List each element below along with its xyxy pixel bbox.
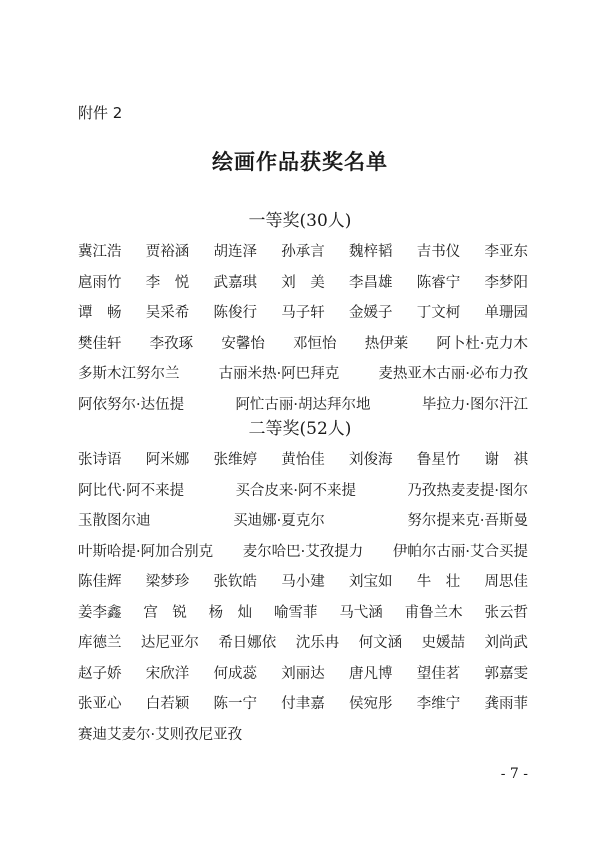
awardee-name: 金媛子: [349, 305, 393, 321]
awardee-name: 周思佳: [484, 574, 528, 590]
awardee-name: 张钦皓: [213, 574, 257, 590]
awardee-name: 李昌雄: [349, 274, 393, 291]
awardee-name: 刘俊海: [349, 452, 393, 468]
awardee-name: 扈雨竹: [78, 274, 122, 291]
awardee-name: 宫 锐: [143, 604, 187, 621]
name-line: [78, 540, 528, 571]
name-line: [78, 631, 528, 662]
name-line: [78, 723, 528, 754]
awardee-name: 叶斯哈提·阿加合别克: [78, 543, 214, 560]
awardee-name: 多斯木江努尔兰: [78, 366, 180, 382]
document-title: 绘画作品获奖名单: [212, 150, 388, 174]
awardee-name: 邓恒怡: [293, 335, 337, 352]
awardee-name: 龚雨菲: [484, 696, 528, 712]
awardee-name: 伊帕尔古丽·艾合买提: [392, 543, 528, 560]
awardee-name: 刘宝如: [349, 574, 393, 590]
awardee-name: 古丽米热·阿巴拜克: [218, 366, 340, 382]
awardee-name: 陈佳辉: [78, 574, 122, 590]
awardee-name: 宋欣洋: [145, 665, 190, 682]
awardee-name: 李 悦: [145, 274, 190, 291]
awardee-name: 刘尚武: [484, 635, 528, 651]
awardee-name: 赛迪艾麦尔·艾则孜尼亚孜: [78, 726, 243, 743]
second-prize-list: [78, 448, 528, 753]
name-line: [78, 601, 528, 632]
awardee-name: 魏梓韬: [349, 244, 393, 260]
awardee-name: 陈睿宁: [416, 274, 461, 291]
awardee-name: 李孜琢: [149, 335, 194, 352]
first-prize-list: [78, 240, 528, 423]
awardee-name: 阿比代·阿不来提: [78, 482, 185, 499]
awardee-name: 冀江浩: [78, 244, 122, 260]
awardee-name: 侯宛彤: [349, 696, 393, 712]
name-line: [78, 240, 528, 271]
awardee-name: 李维宁: [416, 696, 461, 712]
awardee-name: 张亚心: [78, 696, 122, 712]
awardee-name: 贾裕涵: [145, 244, 190, 260]
awardee-name: 李亚东: [484, 244, 528, 260]
awardee-name: 张维婷: [213, 452, 257, 468]
awardee-name: 唐凡博: [349, 665, 393, 682]
awardee-name: 付聿嘉: [281, 696, 325, 712]
awardee-name: 何文涵: [358, 635, 403, 651]
awardee-name: 张诗语: [78, 452, 122, 468]
awardee-name: 库德兰: [78, 635, 122, 651]
awardee-name: 杨 灿: [208, 604, 253, 621]
awardee-name: 梁梦珍: [145, 574, 190, 590]
name-line: [78, 362, 528, 393]
awardee-name: 姜李鑫: [78, 604, 122, 621]
name-line: [78, 570, 528, 601]
awardee-name: 玉散图尔迪: [78, 513, 151, 529]
name-line: [78, 662, 528, 693]
awardee-name: 赵子娇: [78, 665, 122, 682]
awardee-name: 丁文柯: [416, 305, 461, 321]
awardee-name: 希日娜依: [218, 635, 277, 651]
first-prize-heading: 一等奖(30人): [248, 211, 352, 231]
awardee-name: 吴采希: [145, 305, 190, 321]
page-number: - 7 -: [500, 766, 528, 782]
awardee-name: 马小建: [281, 574, 325, 590]
awardee-name: 单珊园: [484, 305, 528, 321]
second-prize-heading: 二等奖(52人): [248, 419, 352, 439]
awardee-name: 孙承言: [281, 244, 325, 260]
awardee-name: 刘丽达: [281, 665, 325, 682]
awardee-name: 谭 畅: [78, 305, 122, 321]
awardee-name: 望佳茗: [416, 665, 461, 682]
awardee-name: 胡连泽: [213, 244, 257, 260]
awardee-name: 乃孜热麦麦提·图尔: [407, 482, 528, 499]
awardee-name: 阿依努尔·达伍提: [78, 396, 185, 413]
awardee-name: 阿卜杜·克力木: [436, 335, 528, 352]
awardee-name: 陈俊行: [213, 305, 257, 321]
awardee-name: 白若颖: [145, 696, 190, 712]
awardee-name: 沈乐冉: [295, 635, 340, 651]
name-line: [78, 448, 528, 479]
awardee-name: 马弋涵: [339, 604, 383, 621]
awardee-name: 甫鲁兰木: [404, 604, 463, 621]
awardee-name: 史媛喆: [421, 635, 466, 651]
awardee-name: 何成蕊: [213, 665, 257, 682]
awardee-name: 樊佳轩: [78, 335, 122, 352]
awardee-name: 郭嘉雯: [484, 665, 528, 682]
awardee-name: 热伊莱: [364, 335, 409, 352]
awardee-name: 毕拉力·图尔汗江: [421, 396, 528, 413]
awardee-name: 马子轩: [281, 305, 325, 321]
awardee-name: 吉书仪: [416, 244, 461, 260]
attachment-label: 附件 2: [78, 104, 123, 122]
awardee-name: 刘 美: [281, 274, 325, 291]
awardee-name: 安馨怡: [221, 335, 265, 352]
awardee-name: 李梦阳: [484, 274, 528, 291]
name-line: [78, 332, 528, 363]
name-line: [78, 479, 528, 510]
awardee-name: 阿忙古丽·胡达拜尔地: [235, 396, 371, 413]
awardee-name: 陈一宁: [213, 696, 257, 712]
awardee-name: 麦热亚木古丽·必布力孜: [378, 366, 528, 382]
awardee-name: 牛 壮: [416, 574, 461, 590]
awardee-name: 达尼亚尔: [140, 635, 199, 651]
name-line: [78, 692, 528, 723]
awardee-name: 喻雪菲: [273, 604, 318, 621]
awardee-name: 武嘉琪: [213, 274, 257, 291]
awardee-name: 张云哲: [484, 604, 528, 621]
name-line: [78, 509, 528, 540]
name-line: [78, 301, 528, 332]
awardee-name: 买合皮来·阿不来提: [235, 482, 357, 499]
awardee-name: 黄怡佳: [281, 452, 325, 468]
awardee-name: 麦尔哈巴·艾孜提力: [242, 543, 364, 560]
awardee-name: 努尔提来克·吾斯曼: [407, 513, 528, 529]
awardee-name: 谢 祺: [484, 452, 528, 468]
name-line: [78, 271, 528, 302]
awardee-name: 买迪娜·夏克尔: [233, 513, 325, 529]
awardee-name: 鲁星竹: [416, 452, 461, 468]
awardee-name: 阿米娜: [145, 452, 190, 468]
